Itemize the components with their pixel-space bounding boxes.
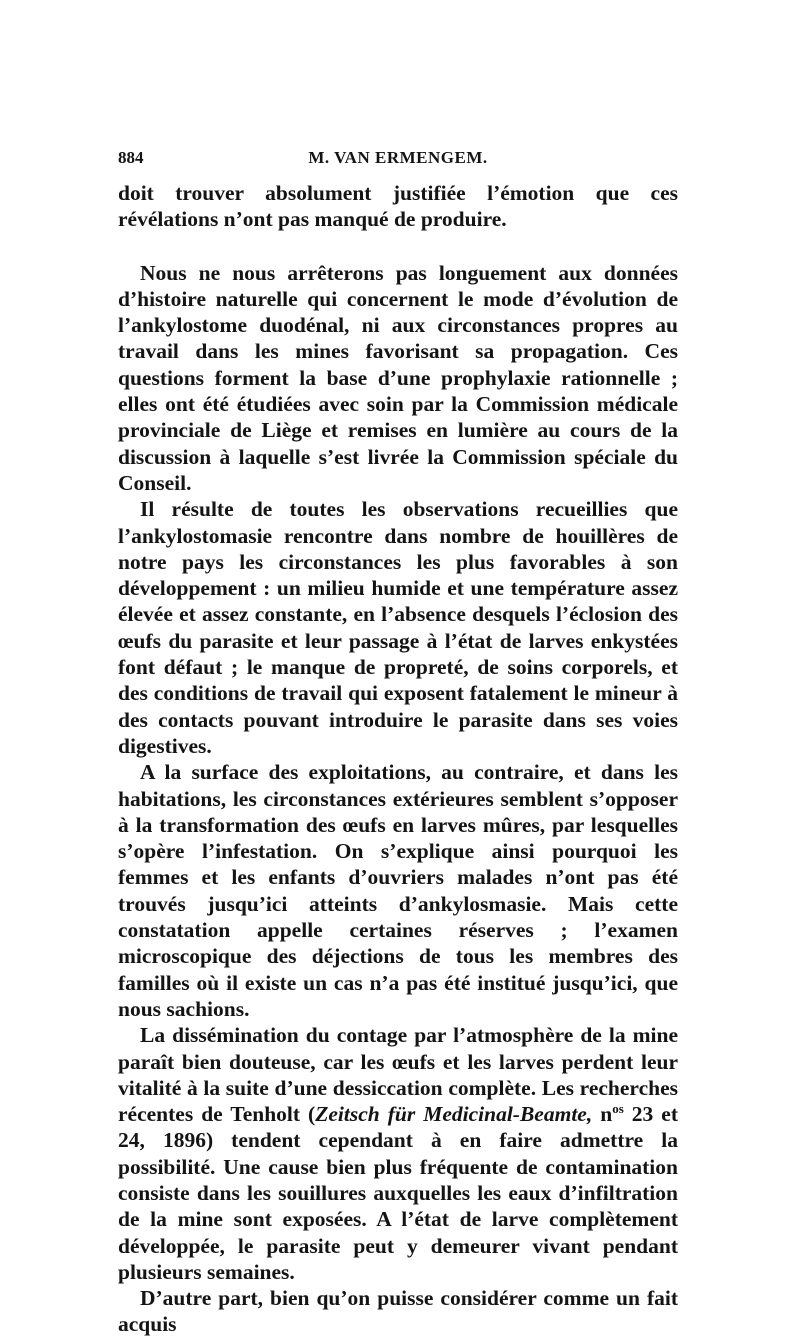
book-page: [118, 148, 678, 1338]
paragraph-text: 23 et 24, 1896) tendent cependant à en faire admettre la possibilité. Une cause bien plus fréquente de contamination consiste dans les souillures auxquelles les eaux d’infiltration de la mine sont exposées. A l’état de larve complètement développée, le parasite peut y demeurer vivant pendant plusieurs semaines.: [118, 1102, 678, 1284]
paragraph: doit trouver absolument justifiée l’émotion que ces révélations n’ont pas manqué de produire.: [118, 181, 678, 232]
journal-title: Zeitsch für Medicinal-Beamte,: [315, 1102, 593, 1127]
paragraph: Il résulte de toutes les observations recueillies que l’ankylostomasie rencontre dans nombre de houillères de notre pays les circonstances les plus favorables à son développement : un milieu humide et une température assez élevée et assez constante, en l’absence desquels l’éclosion des œufs du parasite et leur passage à l’état de larves enkystées font défaut ; le manque de propreté, de soins corporels, et des conditions de travail qui exposent fatalement le mineur à des contacts pouvant introduire le parasite dans ses voies digestives.: [118, 497, 678, 758]
paragraph-text: La dissémination du contage par l’atmosphère de la mine paraît bien douteuse, car les œufs et les larves perdent leur vitalité à la suite d’une dessiccation complète. Les recherches récentes de Tenholt (: [118, 1023, 678, 1127]
paragraph: [118, 1022, 678, 1285]
paragraph: Nous ne nous arrêterons pas longuement aux données d’histoire naturelle qui concernent le mode d’évolution de l’ankylostome duodénal, ni aux circonstances propres au travail dans les mines favorisant sa propagation. Ces questions forment la base d’une prophylaxie rationnelle ; elles ont été étudiées avec soin par la Commission médicale provinciale de Liège et remises en lumière au cours de la discussion à laquelle s’est livrée la Commission spéciale du Conseil.: [118, 260, 678, 495]
paragraph: A la surface des exploitations, au contraire, et dans les habitations, les circonstances extérieures semblent s’opposer à la transformation des œufs en larves mûres, par lesquelles s’opère l’infestation. On s’explique ainsi pourquoi les femmes et les enfants d’ouvriers malades n’ont pas été trouvés jusqu’ici atteints d’ankylosmasie. Mais cette constatation appelle certaines réserves ; l’examen microscopique des déjections de tous les membres des familles où il existe un cas n’a pas été institué jusqu’ici, que nous sachions.: [118, 760, 678, 1021]
paragraph: D’autre part, bien qu’on puisse considérer comme un fait acquis: [118, 1286, 678, 1337]
running-title: M. VAN ERMENGEM.: [308, 148, 488, 167]
numero-superscript: os: [612, 1100, 624, 1116]
body-text: [118, 180, 678, 1338]
page-number: 884: [118, 148, 144, 167]
running-head: [118, 148, 678, 172]
numero-label: n: [592, 1102, 613, 1127]
